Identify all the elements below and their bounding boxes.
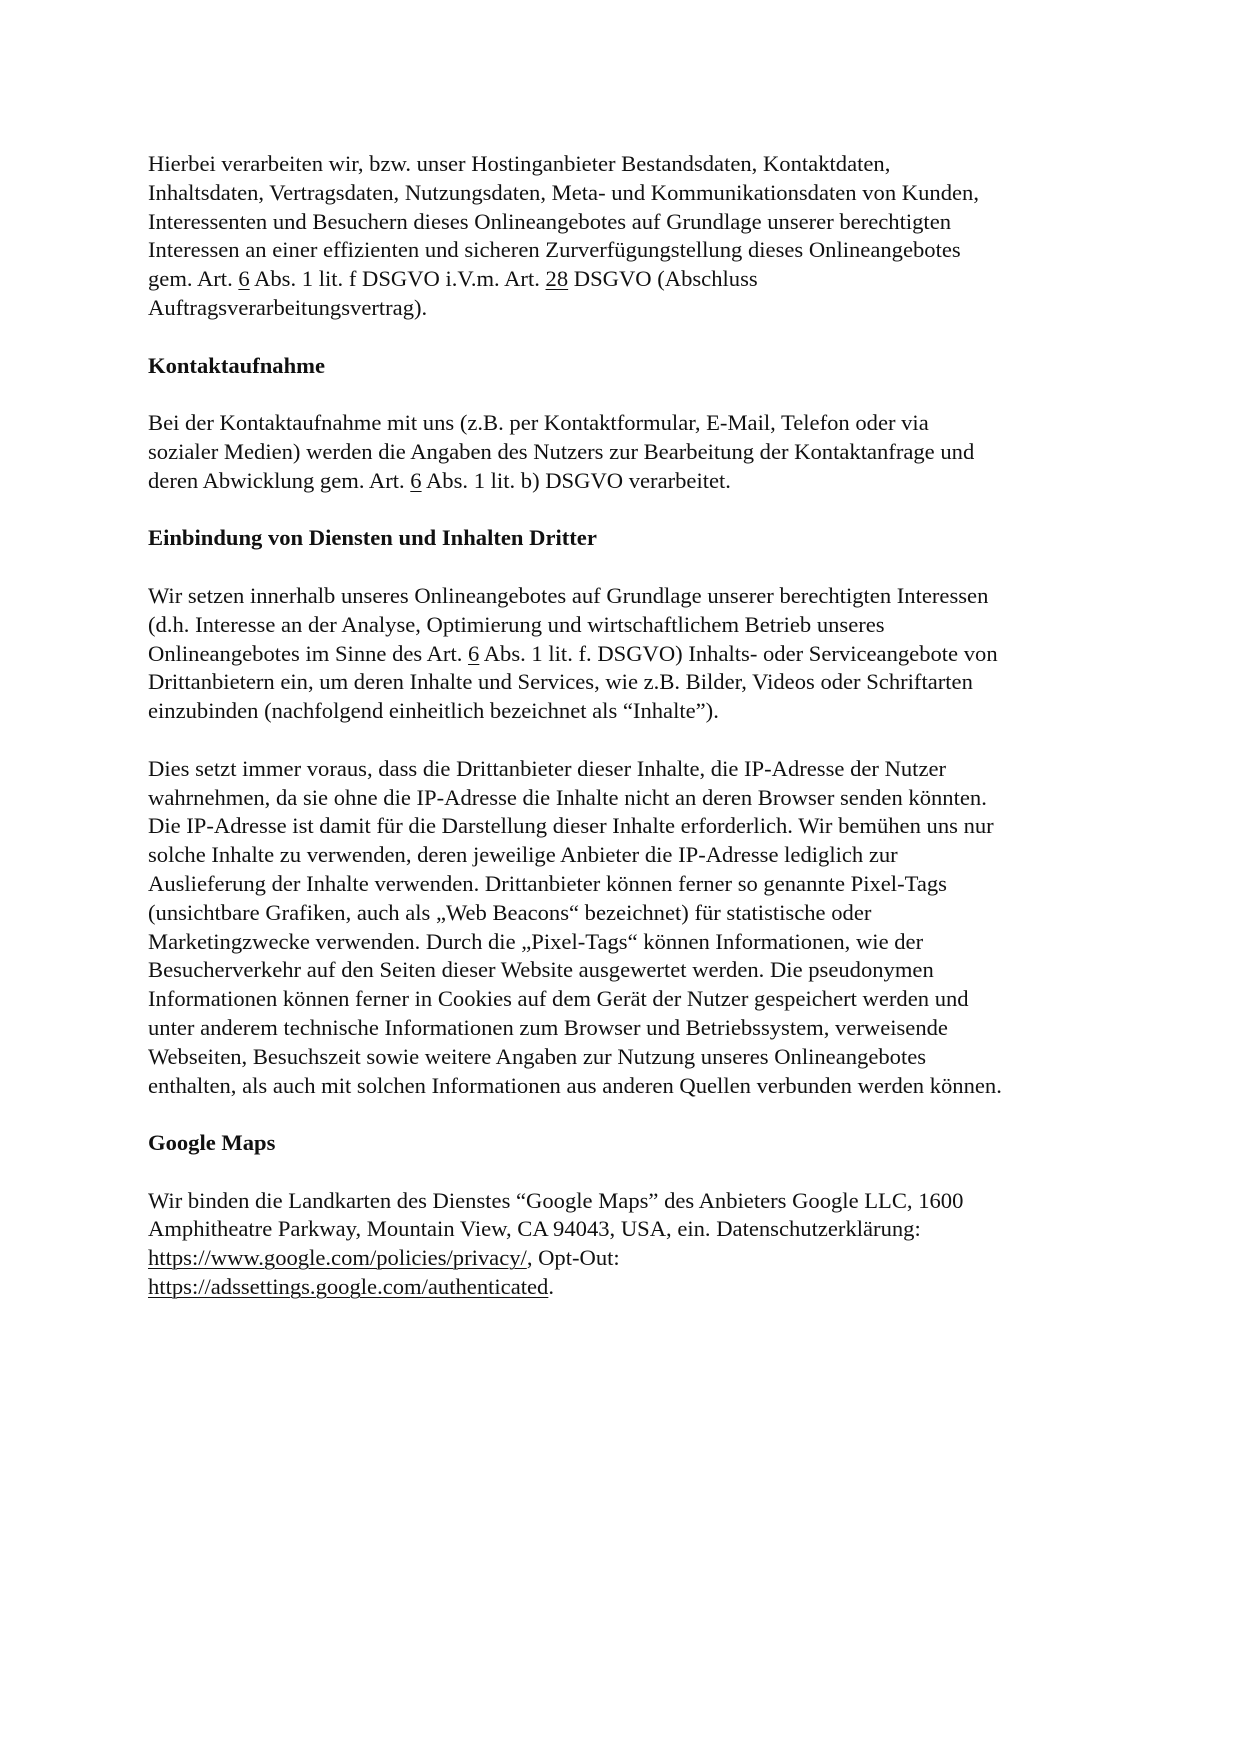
text-line: Besucherverkehr auf den Seiten dieser Website ausgewertet werden. Die pseudonymen bbox=[148, 957, 934, 983]
article-6-link[interactable]: 6 bbox=[468, 640, 480, 666]
text-segment: , Opt-Out: bbox=[526, 1245, 620, 1271]
text-segment: . bbox=[548, 1274, 554, 1300]
heading-kontaktaufnahme: Kontaktaufnahme bbox=[148, 352, 326, 378]
text-segment: Abs. 1 lit. f DSGVO i.V.m. Art. bbox=[249, 266, 546, 292]
text-segment: Abs. 1 lit. f. DSGVO) Inhalts- oder Serviceangebote von bbox=[479, 640, 998, 666]
text-line: (unsichtbare Grafiken, auch als „Web Beacons“ bezeichnet) für statistische oder bbox=[148, 899, 872, 925]
heading-einbindung-dritter: Einbindung von Diensten und Inhalten Dritter bbox=[148, 525, 597, 551]
text-segment: Onlineangebotes im Sinne des Art. bbox=[148, 640, 469, 666]
text-line bbox=[148, 1273, 1108, 1302]
text-line: solche Inhalte zu verwenden, deren jeweilige Anbieter die IP-Adresse lediglich zur bbox=[148, 842, 898, 868]
text-line: Interessenten und Besuchern dieses Onlineangebotes auf Grundlage unserer berechtigten bbox=[148, 208, 952, 234]
text-line: wahrnehmen, da sie ohne die IP-Adresse die Inhalte nicht an deren Browser senden könnten. bbox=[148, 784, 987, 810]
text-line: (d.h. Interesse an der Analyse, Optimierung und wirtschaftlichem Betrieb unseres bbox=[148, 611, 885, 637]
google-adssettings-link[interactable]: https://adssettings.google.com/authenticated bbox=[148, 1274, 549, 1300]
text-line: enthalten, als auch mit solchen Informationen aus anderen Quellen verbunden werden können. bbox=[148, 1072, 1002, 1098]
paragraph-google-maps bbox=[148, 1187, 1108, 1302]
paragraph-hosting bbox=[148, 150, 1108, 323]
text-line bbox=[148, 265, 1108, 294]
text-line bbox=[148, 467, 1108, 496]
paragraph-kontakt bbox=[148, 409, 1108, 495]
text-segment: deren Abwicklung gem. Art. bbox=[148, 467, 411, 493]
heading-google-maps: Google Maps bbox=[148, 1130, 276, 1156]
text-line: Interessen an einer effizienten und sicheren Zurverfügungstellung dieses Onlineangebotes bbox=[148, 237, 961, 263]
text-line: einzubinden (nachfolgend einheitlich bezeichnet als “Inhalte”). bbox=[148, 698, 719, 724]
text-line: Hierbei verarbeiten wir, bzw. unser Hostinganbieter Bestandsdaten, Kontaktdaten, bbox=[148, 151, 891, 176]
text-line bbox=[148, 1244, 1108, 1273]
paragraph-dritte-intro bbox=[148, 582, 1108, 726]
text-line: Amphitheatre Parkway, Mountain View, CA 94043, USA, ein. Datenschutzerklärung: bbox=[148, 1216, 921, 1242]
text-line: unter anderem technische Informationen zum Browser und Betriebssystem, verweisende bbox=[148, 1014, 948, 1040]
text-line: Drittanbietern ein, um deren Inhalte und Services, wie z.B. Bilder, Videos oder Schriftarten bbox=[148, 669, 973, 695]
article-6-link[interactable]: 6 bbox=[238, 266, 250, 292]
google-privacy-link[interactable]: https://www.google.com/policies/privacy/ bbox=[148, 1245, 527, 1271]
text-line bbox=[148, 640, 1108, 669]
article-6-link[interactable]: 6 bbox=[410, 467, 422, 493]
text-line: sozialer Medien) werden die Angaben des Nutzers zur Bearbeitung der Kontaktanfrage und bbox=[148, 438, 975, 464]
text-line: Auslieferung der Inhalte verwenden. Drittanbieter können ferner so genannte Pixel-Tags bbox=[148, 870, 947, 896]
article-28-link[interactable]: 28 bbox=[545, 266, 569, 292]
text-segment: gem. Art. bbox=[148, 266, 239, 292]
text-segment: Abs. 1 lit. b) DSGVO verarbeitet. bbox=[421, 467, 731, 493]
text-line: Die IP-Adresse ist damit für die Darstellung dieser Inhalte erforderlich. Wir bemühen uns nur bbox=[148, 813, 994, 839]
text-line: Wir setzen innerhalb unseres Onlineangebotes auf Grundlage unserer berechtigten Interessen bbox=[148, 582, 989, 608]
text-segment: DSGVO (Abschluss bbox=[568, 266, 758, 292]
text-line: Bei der Kontaktaufnahme mit uns (z.B. per Kontaktformular, E-Mail, Telefon oder via bbox=[148, 410, 929, 436]
text-line: Wir binden die Landkarten des Dienstes “Google Maps” des Anbieters Google LLC, 1600 bbox=[148, 1187, 964, 1213]
text-line: Webseiten, Besuchszeit sowie weitere Angaben zur Nutzung unseres Onlineangebotes bbox=[148, 1043, 927, 1069]
paragraph-ip-adresse bbox=[148, 755, 1108, 1101]
text-line: Informationen können ferner in Cookies auf dem Gerät der Nutzer gespeichert werden und bbox=[148, 986, 969, 1012]
text-line: Dies setzt immer voraus, dass die Drittanbieter dieser Inhalte, die IP-Adresse der Nutzer bbox=[148, 755, 947, 781]
text-line: Auftragsverarbeitungsvertrag). bbox=[148, 294, 428, 320]
document-page bbox=[148, 150, 1108, 1331]
text-line: Marketingzwecke verwenden. Durch die „Pixel-Tags“ können Informationen, wie der bbox=[148, 928, 924, 954]
text-line: Inhaltsdaten, Vertragsdaten, Nutzungsdaten, Meta- und Kommunikationsdaten von Kunden, bbox=[148, 179, 979, 205]
